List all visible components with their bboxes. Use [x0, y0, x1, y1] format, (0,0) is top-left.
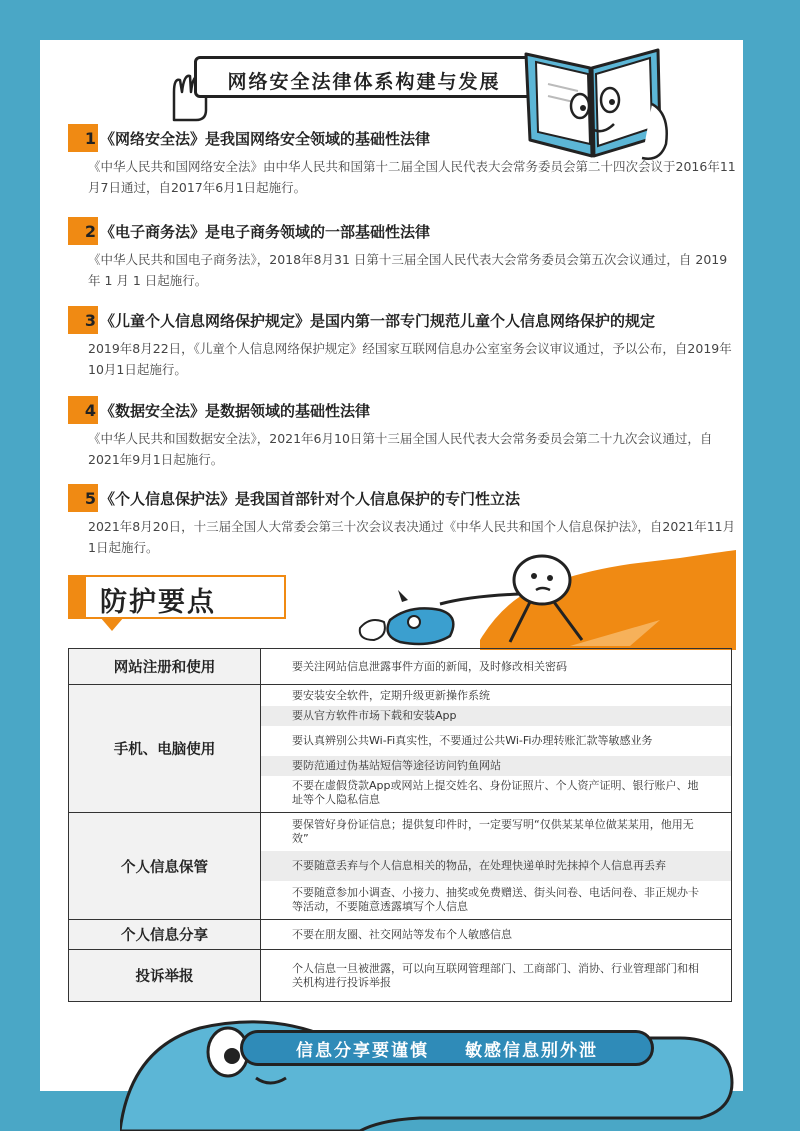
bottom-mascot-illustration: [120, 1008, 760, 1131]
table-row: [69, 920, 732, 950]
law-description: 《中华人民共和国网络安全法》由中华人民共和国第十二届全国人民代表大会常务委员会第二十四次会议于2016年11月7日通过，自2017年6月1日起施行。: [88, 159, 736, 195]
protection-heading-accent: [68, 575, 86, 619]
tip-text: 不要在朋友圈、社交网站等发布个人敏感信息: [261, 920, 732, 950]
law-title: 《网络安全法》是我国网络安全领域的基础性法律: [100, 129, 431, 148]
law-title: 《数据安全法》是数据领域的基础性法律: [100, 401, 371, 420]
category-cell: 个人信息分享: [69, 920, 261, 950]
law-item-4: [68, 396, 736, 470]
slogan-left: 信息分享要谨慎: [296, 1040, 429, 1061]
tip-text: 要从官方软件市场下载和安装App: [261, 706, 731, 726]
tip-text: 要安装安全软件，定期升级更新操作系统: [261, 685, 731, 706]
law-number: 3: [68, 306, 98, 334]
category-cell: 投诉举报: [69, 950, 261, 1002]
law-title: 《个人信息保护法》是我国首部针对个人信息保护的专门性立法: [100, 489, 521, 508]
protection-heading-pointer: [100, 617, 124, 631]
tip-text: 要防范通过伪基站短信等途径访问钓鱼网站: [261, 756, 731, 776]
law-number: 5: [68, 484, 98, 512]
tip-list: [261, 685, 732, 813]
page-title: 网络安全法律体系构建与发展: [227, 71, 501, 93]
category-cell: 手机、电脑使用: [69, 685, 261, 813]
tip-list: [261, 813, 732, 920]
law-description: 2019年8月22日，《儿童个人信息网络保护规定》经国家互联网信息办公室室务会议审议通过，予以公布，自2019年10月1日起施行。: [88, 341, 732, 377]
table-row: [69, 813, 732, 920]
tip-text: 个人信息一旦被泄露，可以向互联网管理部门、工商部门、消协、行业管理部门和相关机构进行投诉举报: [261, 950, 732, 1002]
tip-text: 要关注网站信息泄露事件方面的新闻，及时修改相关密码: [261, 649, 732, 685]
tip-text: 不要在虚假贷款App或网站上提交姓名、身份证照片、个人资产证明、银行账户、地址等个人隐私信息: [261, 776, 731, 812]
protection-heading: 防护要点: [100, 587, 216, 618]
law-title: 《儿童个人信息网络保护规定》是国内第一部专门规范儿童个人信息网络保护的规定: [100, 311, 656, 330]
law-item-1: [68, 124, 736, 198]
tip-text: 要认真辨别公共Wi-Fi真实性，不要通过公共Wi-Fi办理转账汇款等敏感业务: [261, 726, 731, 756]
tip-text: 不要随意丢弃与个人信息相关的物品，在处理快递单时先抹掉个人信息再丢弃: [261, 851, 731, 881]
protection-table: [68, 648, 732, 1002]
tip-text: 不要随意参加小调查、小接力、抽奖或免费赠送、街头问卷、电话问卷、非正规办卡等活动，不要随意透露填写个人信息: [261, 881, 731, 919]
law-number: 4: [68, 396, 98, 424]
category-cell: 网站注册和使用: [69, 649, 261, 685]
table-row: [69, 649, 732, 685]
slogan-banner: [240, 1030, 654, 1066]
law-number: 1: [68, 124, 98, 152]
slogan-right: 敏感信息别外泄: [465, 1040, 598, 1061]
law-item-5: [68, 484, 736, 558]
table-row: [69, 950, 732, 1002]
law-description: 2021年8月20日，十三届全国人大常委会第三十次会议表决通过《中华人民共和国个人信息保护法》，自2021年11月1日起施行。: [88, 519, 736, 555]
law-title: 《电子商务法》是电子商务领域的一部基础性法律: [100, 222, 431, 241]
law-item-2: [68, 217, 736, 291]
law-description: 《中华人民共和国数据安全法》，2021年6月10日第十三届全国人民代表大会常务委员会第二十九次会议通过，自2021年9月1日起施行。: [88, 431, 713, 467]
mascot-scene-illustration: [330, 550, 736, 650]
tip-text: 要保管好身份证信息；提供复印件时，一定要写明“仅供某某单位做某某用，他用无效”: [261, 814, 731, 851]
law-description: 《中华人民共和国电子商务法》，2018年8月31 日第十三届全国人民代表大会常务委员会第五次会议通过，自 2019 年 1 月 1 日起施行。: [88, 252, 728, 288]
header-banner: [194, 56, 534, 98]
law-item-3: [68, 306, 736, 380]
law-number: 2: [68, 217, 98, 245]
table-row: [69, 685, 732, 813]
category-cell: 个人信息保管: [69, 813, 261, 920]
